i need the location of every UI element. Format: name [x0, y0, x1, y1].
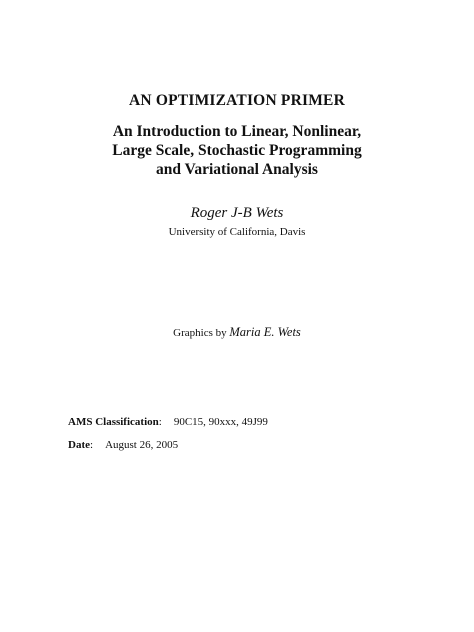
graphics-prefix: Graphics by — [173, 327, 227, 339]
document-date — [68, 439, 178, 451]
date-colon: : — [90, 439, 94, 451]
ams-classification — [68, 416, 268, 428]
ams-label: AMS Classification — [68, 416, 159, 428]
author-name: Roger J-B Wets — [190, 205, 284, 221]
document-subtitle — [0, 122, 474, 179]
date-value: August 26, 2005 — [105, 439, 179, 451]
subtitle-line-1: An Introduction to Linear, Nonlinear, — [112, 123, 362, 140]
subtitle-line-3: and Variational Analysis — [156, 161, 318, 178]
subtitle-line-2: Large Scale, Stochastic Programming — [112, 142, 362, 159]
date-label: Date — [68, 439, 90, 451]
ams-value: 90C15, 90xxx, 49J99 — [173, 416, 268, 428]
graphics-credit — [0, 325, 474, 340]
ams-colon: : — [158, 416, 162, 428]
author-affiliation: University of California, Davis — [168, 226, 306, 238]
document-title: AN OPTIMIZATION PRIMER — [129, 92, 345, 109]
graphics-name: Maria E. Wets — [229, 325, 301, 339]
